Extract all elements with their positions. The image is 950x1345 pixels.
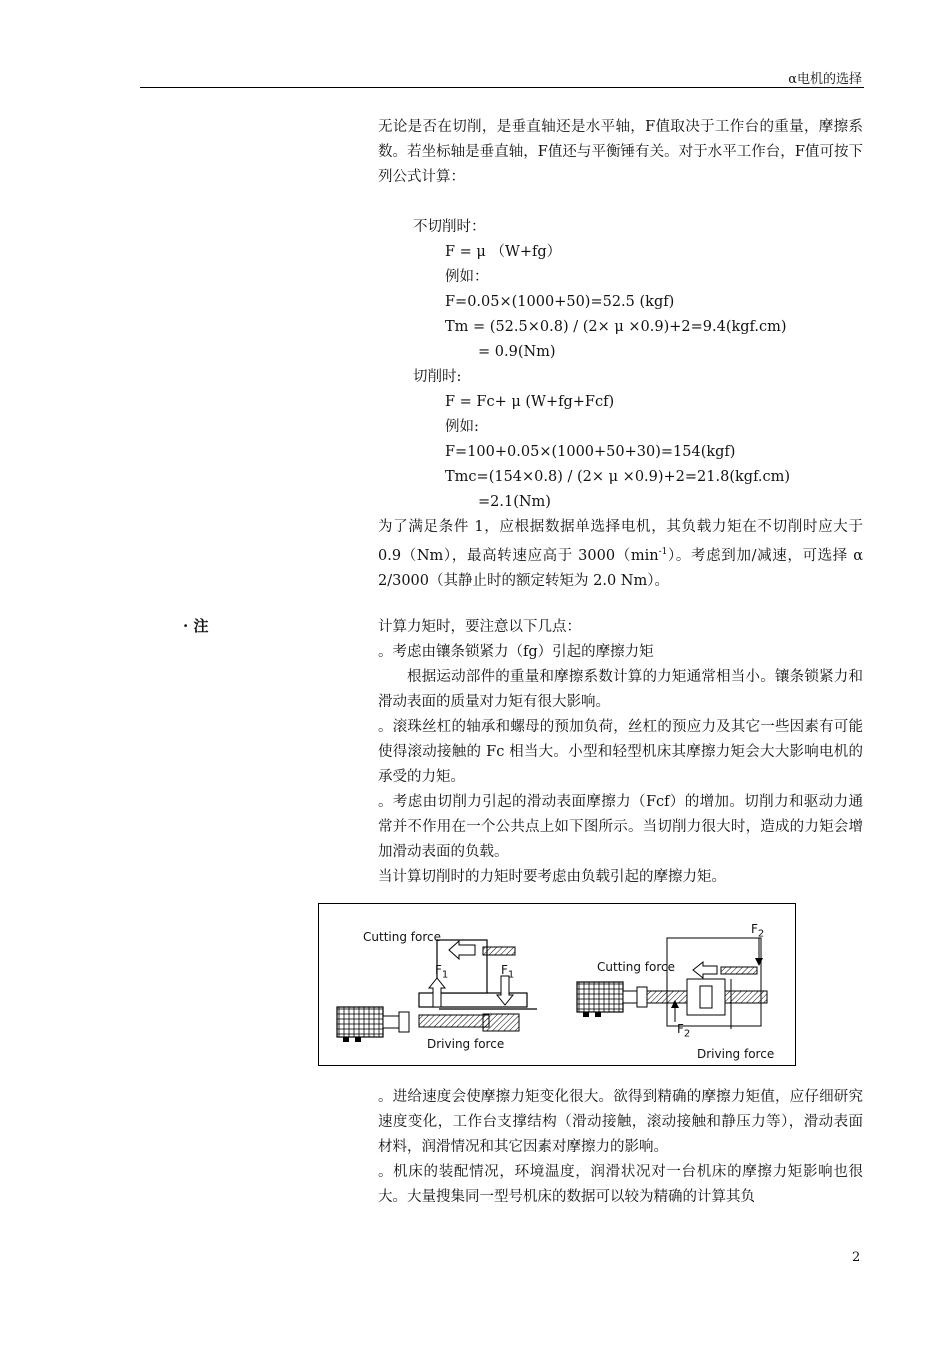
no-cut-formula: F = μ （W+fg） <box>445 244 562 260</box>
conclusion-text-2: ）。考虑到加/减速，可选择 α 2/3000（其静止时的额定转矩为 2.0 Nm）。 <box>378 547 863 589</box>
note-item-2: 。滚珠丝杠的轴承和螺母的预加负荷，丝杠的预应力及其它一些因素有可能使得滚动接触的 Fc 相当大。小型和轻型机床其摩擦力矩会大大影响电机的承受的力矩。 <box>378 719 863 785</box>
page-number: 2 <box>852 1250 861 1265</box>
no-cut-label: 不切削时： <box>413 219 486 235</box>
left-screw-end <box>483 1014 519 1031</box>
left-tool <box>483 947 515 955</box>
no-cut-calc-3: = 0.9(Nm) <box>478 344 556 360</box>
note-side-label: · 注 <box>183 617 209 635</box>
right-motor-foot-2 <box>595 1012 601 1017</box>
cut-label: 切削时: <box>413 369 462 385</box>
left-cutting-force-label: Cutting force <box>363 930 441 944</box>
right-motor-foot-1 <box>583 1012 589 1017</box>
left-f1-subscript: 1 <box>441 969 449 981</box>
right-f1-symbol: F <box>501 963 508 977</box>
right-f2-top-arrow-head <box>755 958 763 966</box>
cut-formula: F = Fc+ μ (W+fg+Fcf) <box>445 394 615 410</box>
right-f1-label <box>501 963 514 980</box>
note-item-3: 。考虑由切削力引起的滑动表面摩擦力（Fcf）的增加。切削力和驱动力通常并不作用在一个公共点上如下图所示。当切削力很大时，造成的力矩会增加滑动表面的负载。 <box>378 794 863 860</box>
intro-paragraph: 无论是否在切削，是垂直轴还是水平轴，F值取决于工作台的重量，摩擦系数。若坐标轴是垂直轴，F值还与平衡锤有关。对于水平工作台，F值可按下列公式计算： <box>378 119 863 185</box>
conclusion-paragraph <box>378 515 863 594</box>
right-driving-force-label: Driving force <box>697 1047 775 1061</box>
force-diagram <box>319 904 797 1067</box>
right-tool <box>721 967 757 974</box>
left-motor <box>337 1007 383 1037</box>
after-figure-block <box>378 1085 863 1210</box>
cut-calc-1: F=100+0.05×(1000+50+30)=154(kgf) <box>445 444 736 460</box>
left-motor-foot-2 <box>355 1037 361 1042</box>
header-rule <box>140 87 864 88</box>
left-f1-symbol: F <box>435 963 442 977</box>
running-header: α电机的选择 <box>788 72 862 87</box>
left-bearing <box>399 1012 409 1032</box>
note-item-1-body: 根据运动部件的重量和摩擦系数计算的力矩通常相当小。镶条锁紧力和滑动表面的质量对力矩有很大影响。 <box>378 669 863 710</box>
cut-example-label: 例如: <box>445 419 479 435</box>
right-cutting-force-arrow <box>693 962 717 978</box>
left-coupling <box>383 1016 399 1028</box>
right-f2-top-label <box>751 922 764 939</box>
right-f2-bottom-subscript: 2 <box>683 1028 691 1040</box>
left-driving-force-label: Driving force <box>427 1037 505 1051</box>
right-nut <box>700 986 712 1008</box>
cut-calc-3: =2.1(Nm) <box>478 494 551 510</box>
note-item-4: 当计算切削时的力矩时要考虑由负载引起的摩擦力矩。 <box>378 869 726 885</box>
note-item-5: 。进给速度会使摩擦力矩变化很大。欲得到精确的摩擦力矩值，应仔细研究速度变化，工作台支撑结构（滑动接触，滚动接触和静压力等），滑动表面材料，润滑情况和其它因素对摩擦力的影响。 <box>378 1089 863 1155</box>
conclusion-block <box>378 515 863 594</box>
right-f2-bottom-label <box>677 1022 690 1039</box>
cut-calc-2: Tmc=(154×0.8) / (2× μ ×0.9)+2=21.8(kgf.cm) <box>445 469 791 485</box>
note-item-6: 。机床的装配情况，环境温度，润滑状况对一台机床的摩擦力矩影响也很大。大量搜集同一型号机床的数据可以较为精确的计算其负 <box>378 1164 863 1205</box>
no-cut-calc-2: Tm = (52.5×0.8) / (2× μ ×0.9)+2=9.4(kgf.cm) <box>445 319 787 335</box>
conclusion-text-1: 为了满足条件 1，应根据数据单选择电机，其负载力矩在不切削时应大于 0.9（Nm），最高转速应高于 3000（min <box>378 519 863 564</box>
conclusion-superscript: -1 <box>658 547 668 557</box>
left-diagram <box>337 940 537 1042</box>
right-motor <box>577 982 623 1012</box>
intro-block <box>378 115 863 190</box>
right-diagram <box>577 938 767 1029</box>
right-f2-bottom-symbol: F <box>677 1022 684 1036</box>
left-motor-foot-1 <box>343 1037 349 1042</box>
no-cut-example-label: 例如： <box>445 269 489 285</box>
left-ballscrew <box>419 1015 489 1027</box>
right-f2-top-subscript: 2 <box>757 928 765 940</box>
note-block <box>378 615 863 890</box>
note-intro: 计算力矩时，要注意以下几点： <box>378 619 581 635</box>
right-cutting-force-label: Cutting force <box>597 960 675 974</box>
right-f1-subscript: 1 <box>507 969 515 981</box>
right-coupling <box>623 991 637 1003</box>
right-bearing <box>637 987 647 1007</box>
right-f2-top-symbol: F <box>751 922 758 936</box>
no-cut-calc-1: F=0.05×(1000+50)=52.5 (kgf) <box>445 294 675 310</box>
left-f1-label <box>435 963 448 980</box>
force-diagram-figure <box>318 903 796 1066</box>
note-item-1-title: 。考虑由镶条锁紧力（fg）引起的摩擦力矩 <box>378 644 654 660</box>
